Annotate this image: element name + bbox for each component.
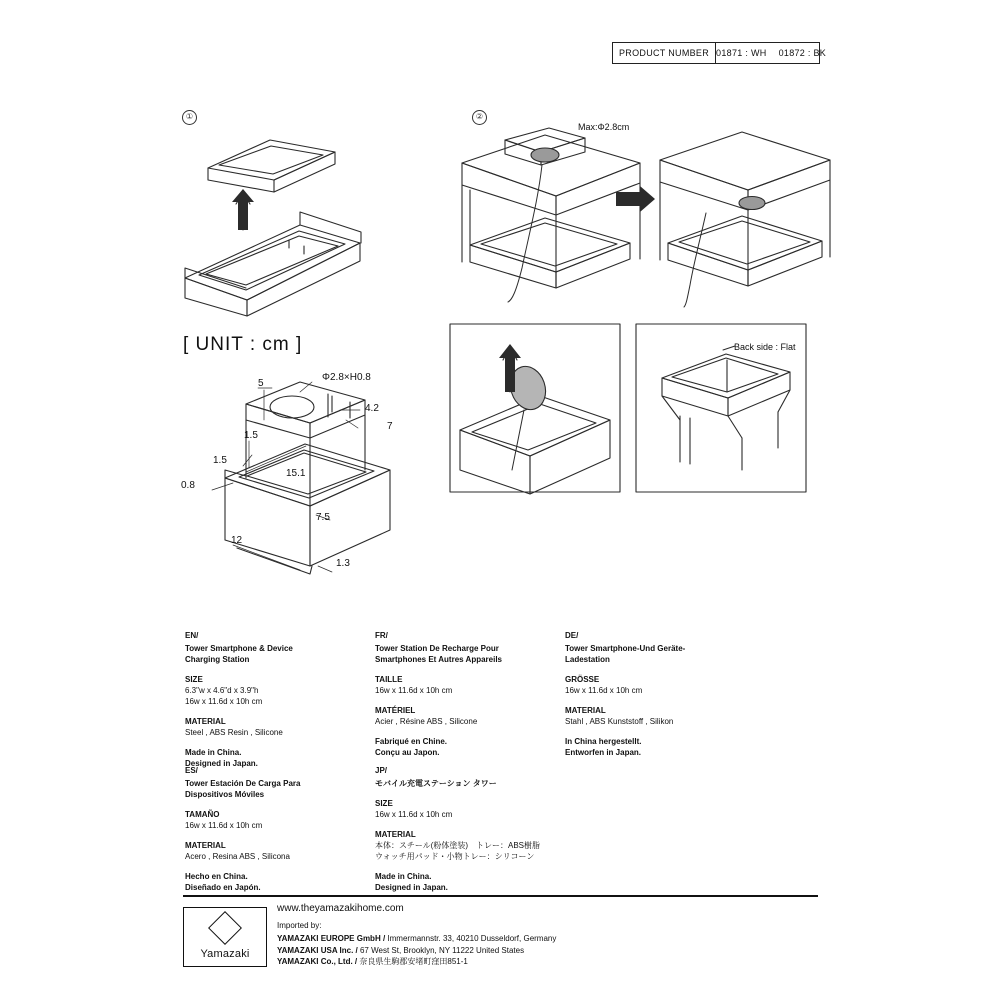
spec-lang-fr: FR/ (375, 631, 388, 640)
dim-15-1: 15.1 (286, 468, 306, 479)
spec-val-es-size: 16w x 11.6d x 10h cm (185, 821, 263, 830)
spec-title-en-line2: Charging Station (185, 655, 250, 664)
spec-val-de-material: Stahl , ABS Kunststoff , Silikon (565, 717, 674, 726)
product-number-wh: 01871 : WH (716, 48, 767, 58)
spec-val-jp-size: 16w x 11.6d x 10h cm (375, 810, 453, 819)
spec-block-en (185, 630, 350, 769)
spec-val-en-made: Made in China. (185, 748, 242, 757)
spec-title-es-line2: Dispositivos Móviles (185, 790, 265, 799)
spec-val-en-size-metric: 16w x 11.6d x 10h cm (185, 697, 263, 706)
spec-val-jp-material-line2: ウォッチ用パッド・小物トレー：シリコーン (375, 852, 535, 861)
dim-12: 12 (231, 535, 243, 546)
detail-panel-left-art (460, 344, 610, 494)
spec-head-fr-size: TAILLE (375, 675, 403, 684)
step1-frame (185, 212, 361, 288)
step2-left-unit (462, 128, 640, 302)
dim-5: 5 (258, 378, 264, 389)
diamond-icon (208, 911, 242, 945)
spec-val-fr-designed: Conçu au Japon. (375, 748, 440, 757)
spec-val-jp-material-line1: 本体：スチール(粉体塗装) トレー：ABS樹脂 (375, 841, 541, 850)
dim-4-2: 4.2 (365, 403, 379, 414)
unit-label: [ UNIT : cm ] (183, 334, 303, 355)
dim-1-5-top: 1.5 (244, 430, 258, 441)
step1-assembly-arrow (232, 189, 254, 230)
spec-block-jp (375, 765, 575, 893)
spec-lang-de: DE/ (565, 631, 579, 640)
spec-val-en-designed: Designed in Japan. (185, 759, 258, 768)
dim-1-5-left: 1.5 (213, 455, 227, 466)
yamazaki-logo (183, 907, 267, 967)
product-number-label: PRODUCT NUMBER (613, 43, 716, 63)
spec-title-de-line2: Ladestation (565, 655, 610, 664)
spec-title-jp-line1: モバイル充電ステーション タワー (375, 779, 497, 788)
entity-address-japan: 奈良県生駒郡安堵町窪田851-1 (359, 957, 468, 966)
spec-val-de-size: 16w x 11.6d x 10h cm (565, 686, 643, 695)
entity-row-europe (277, 933, 556, 945)
spec-head-de-size: GRÖSSE (565, 675, 600, 684)
product-number-box (612, 42, 827, 64)
entity-row-japan (277, 956, 556, 968)
dim-1-3: 1.3 (336, 558, 350, 569)
step1-top-tray (208, 140, 335, 192)
max-diameter-callout: Max:Φ2.8cm (578, 122, 630, 132)
step2-transition-arrow (616, 186, 655, 212)
entity-address-usa: 67 West St, Brooklyn, NY 11222 United States (359, 945, 525, 955)
footer-info (277, 903, 556, 968)
spec-val-es-made: Hecho en China. (185, 872, 248, 881)
dim-7: 7 (387, 421, 393, 432)
spec-val-fr-made: Fabriqué en Chine. (375, 737, 448, 746)
spec-title-es-line1: Tower Estación De Carga Para (185, 779, 301, 788)
spec-val-fr-size: 16w x 11.6d x 10h cm (375, 686, 453, 695)
spec-block-es (185, 765, 350, 893)
spec-val-fr-material: Acier , Résine ABS , Silicone (375, 717, 478, 726)
spec-title-fr-line1: Tower Station De Recharge Pour (375, 644, 499, 653)
product-number-bk: 01872 : BK (778, 48, 827, 58)
spec-val-en-material: Steel , ABS Resin , Silicone (185, 728, 283, 737)
dim-pad-diameter: Φ2.8×H0.8 (322, 372, 371, 383)
spec-title-fr-line2: Smartphones Et Autres Appareils (375, 655, 502, 664)
spec-val-jp-designed: Designed in Japan. (375, 883, 448, 892)
entity-name-japan: YAMAZAKI Co., Ltd. / (277, 957, 358, 966)
dim-0-8: 0.8 (181, 480, 195, 491)
spec-lang-jp: JP/ (375, 766, 388, 775)
entity-address-europe: Immermannstr. 33, 40210 Dusseldorf, Germany (387, 934, 557, 943)
spec-block-fr (375, 630, 540, 758)
footer-divider (183, 895, 818, 897)
entity-name-usa: YAMAZAKI USA Inc. / (277, 945, 358, 955)
imported-by-label: Imported by: (277, 921, 322, 930)
step2-right-unit (660, 132, 830, 307)
spec-head-es-material: MATERIAL (185, 841, 226, 850)
spec-val-de-made: In China hergestellt. (565, 737, 642, 746)
spec-head-de-material: MATERIAL (565, 706, 606, 715)
spec-head-es-size: TAMAÑO (185, 810, 220, 819)
website-link[interactable]: www.theyamazakihome.com (277, 903, 404, 914)
entity-name-europe: YAMAZAKI EUROPE GmbH / (277, 934, 386, 943)
spec-lang-es: ES/ (185, 766, 198, 775)
spec-val-en-size-imperial: 6.3"w x 4.6"d x 3.9"h (185, 686, 259, 695)
spec-val-de-designed: Entworfen in Japan. (565, 748, 642, 757)
entity-row-usa (277, 945, 556, 957)
spec-title-de-line1: Tower Smartphone-Und Geräte- (565, 644, 686, 653)
spec-val-es-designed: Diseñado en Japón. (185, 883, 261, 892)
detail-panel-right-art (662, 346, 790, 470)
product-number-values (716, 43, 826, 63)
step-2-marker: ② (472, 110, 487, 125)
spec-head-jp-size: SIZE (375, 799, 393, 808)
spec-head-en-material: MATERIAL (185, 717, 226, 726)
spec-lang-en: EN/ (185, 631, 199, 640)
step1-base-tray (185, 225, 360, 316)
dim-7-5: 7.5 (316, 512, 330, 523)
logo-label: Yamazaki (200, 948, 250, 960)
spec-val-jp-made: Made in China. (375, 872, 432, 881)
spec-val-es-material: Acero , Resina ABS , Silicona (185, 852, 290, 861)
spec-head-en-size: SIZE (185, 675, 203, 684)
back-side-callout: Back side : Flat (734, 342, 796, 352)
spec-head-fr-material: MATÉRIEL (375, 706, 416, 715)
step-1-marker: ① (182, 110, 197, 125)
spec-title-en-line1: Tower Smartphone & Device (185, 644, 293, 653)
spec-head-jp-material: MATERIAL (375, 830, 416, 839)
spec-block-de (565, 630, 745, 758)
